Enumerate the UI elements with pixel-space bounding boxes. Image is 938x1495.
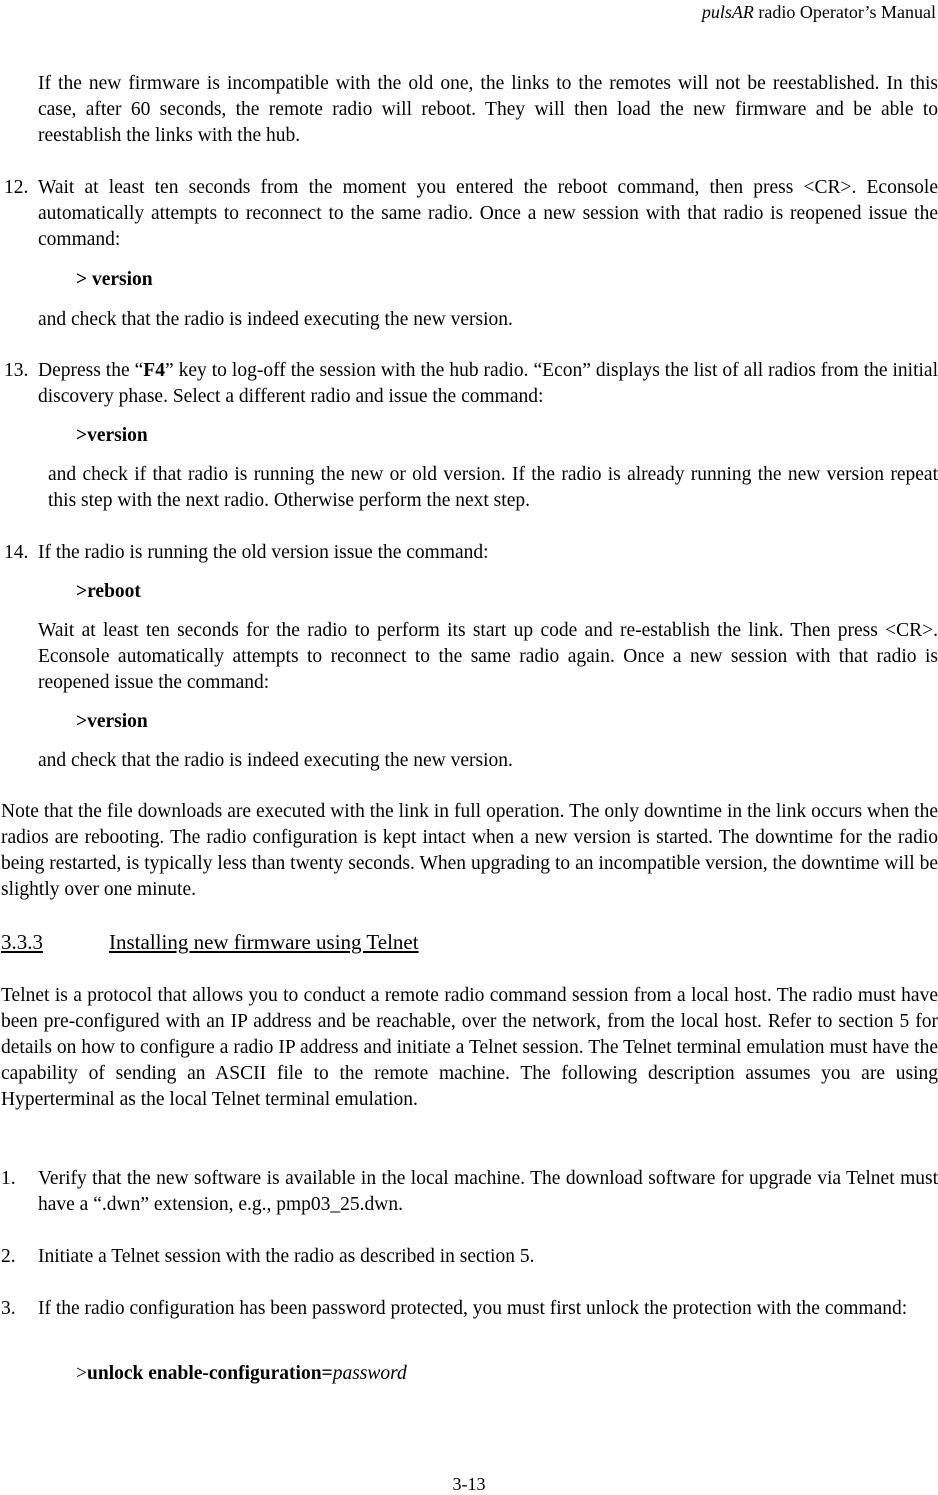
step-13-text: Depress the “F4” key to log-off the session with the hub radio. “Econ” displays the list of all radios from the initial discovery phase. Select a different radio and issue the command:: [38, 360, 938, 407]
header-product: pulsAR: [701, 2, 754, 22]
f4-key: F4: [143, 360, 165, 381]
header-title: radio Operator’s Manual: [753, 2, 936, 22]
unlock-command: >unlock enable-configuration=password: [76, 1363, 407, 1384]
intro-paragraph: If the new firmware is incompatible with the old one, the links to the remotes will not be reestablished. In this case, after 60 seconds, the remote radio will reboot. They will then load the new firmware and be able to reestablish the links with the hub.: [38, 73, 938, 146]
step-12-command: > version: [76, 269, 153, 290]
page-number: 3-13: [452, 1474, 486, 1494]
telnet-step-3-text: If the radio configuration has been password protected, you must first unlock the protection with the command:: [38, 1298, 908, 1319]
telnet-step-3-number: 3.: [1, 1298, 16, 1319]
step-14-mid: Wait at least ten seconds for the radio to perform its start up code and re-establish the link. Then press <CR>. Econsole automatically attempts to reconnect to the same radio again. Once a new session with that radio is reopened issue the command:: [38, 620, 938, 693]
step-14-command-reboot: >reboot: [76, 581, 141, 602]
section-heading: [1, 930, 419, 955]
telnet-step-2-text: Initiate a Telnet session with the radio as described in section 5.: [38, 1246, 535, 1267]
step-12-text: Wait at least ten seconds from the moment you entered the reboot command, then press <CR>. Econsole automatically attempts to reconnect to the same radio. Once a new session with that radio is reopened issue the command:: [38, 177, 938, 250]
step-12-after: and check that the radio is indeed executing the new version.: [38, 309, 513, 330]
telnet-intro: Telnet is a protocol that allows you to conduct a remote radio command session from a local host. The radio must have been pre-configured with an IP address and be reachable, over the network, from the local host. Refer to section 5 for details on how to configure a radio IP address and initiate a Telnet session. The Telnet terminal emulation must have the capability of sending an ASCII file to the remote machine. The following description assumes you are using Hyperterminal as the local Telnet terminal emulation.: [1, 985, 938, 1110]
step-14-text: If the radio is running the old version issue the command:: [38, 542, 489, 563]
step-14-after: and check that the radio is indeed executing the new version.: [38, 750, 513, 771]
telnet-step-1-text: Verify that the new software is available in the local machine. The download software for upgrade via Telnet must have a “.dwn” extension, e.g., pmp03_25.dwn.: [38, 1168, 938, 1215]
note-paragraph: Note that the file downloads are executed with the link in full operation. The only downtime in the link occurs when the radios are rebooting. The radio configuration is kept intact when a new version is started. The downtime for the radio being restarted, is typically less than twenty seconds. When upgrading to an incompatible version, the downtime will be slightly over one minute.: [1, 801, 938, 900]
step-13-after: and check if that radio is running the new or old version. If the radio is already running the new version repeat this step with the next radio. Otherwise perform the next step.: [48, 464, 938, 511]
step-14-number: 14.: [4, 542, 29, 563]
section-number: 3.3.3: [1, 930, 43, 954]
step-13-command: >version: [76, 425, 148, 446]
section-title: Installing new firmware using Telnet: [109, 930, 419, 954]
telnet-step-1-number: 1.: [1, 1168, 16, 1189]
step-14-command-version: >version: [76, 711, 148, 732]
telnet-step-2-number: 2.: [1, 1246, 16, 1267]
step-13-number: 13.: [4, 360, 29, 381]
step-12-number: 12.: [4, 177, 29, 198]
running-header: [702, 2, 936, 23]
